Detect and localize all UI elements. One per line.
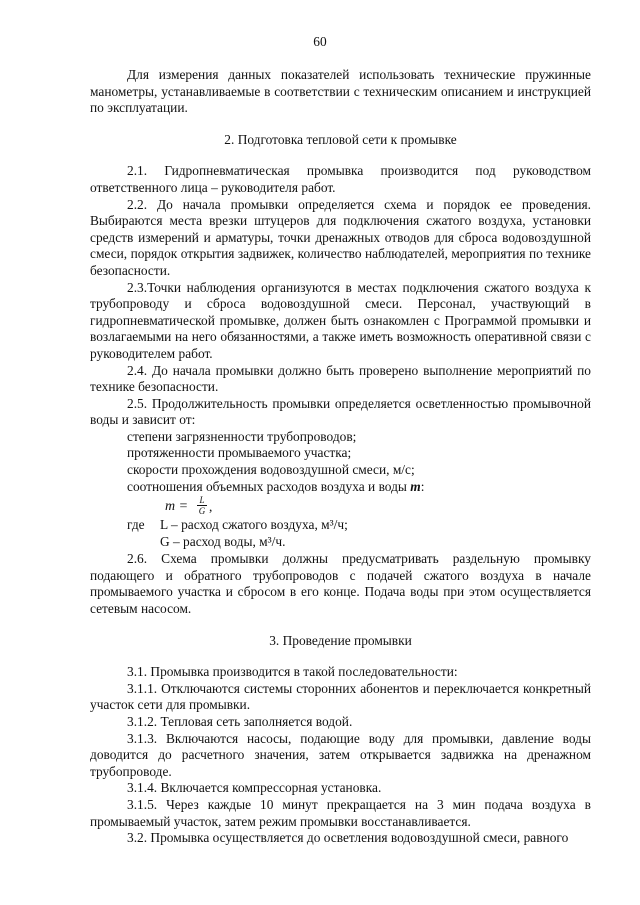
where-L: L – расход сжатого воздуха, м³/ч; (160, 517, 348, 533)
paragraph-3-1-2: 3.1.2. Тепловая сеть заполняется водой. (127, 714, 353, 729)
ratio-variable: m (410, 478, 421, 494)
list-item: протяженности промываемого участка; (127, 445, 352, 461)
where-G-row (90, 534, 591, 551)
list-item: скорости прохождения водовоздушной смеси, м/с; (127, 462, 415, 478)
where-G: G – расход воды, м³/ч. (160, 534, 286, 550)
formula-comma: , (209, 499, 213, 515)
paragraph-2-6: 2.6. Схема промывки должны предусматривать раздельную промывку подающего и обратного трубопроводов с подачей сжатого воздуха в начале промываемого участка и сбросом в его конце. Подача воды при этом осуществляется сетевым насосом. (90, 551, 591, 617)
list-item: степени загрязненности трубопроводов; (127, 428, 357, 444)
ratio-colon: : (420, 478, 425, 494)
paragraph-3-1-5: 3.1.5. Через каждые 10 минут прекращается на 3 мин подача воздуха в промываемый участок, затем режим промывки восстанавливается. (90, 796, 591, 829)
document-body (90, 67, 591, 847)
paragraph-3-1-3: 3.1.3. Включаются насосы, подающие воду для промывки, давление воды доводится до расчетного значения, затем открывается задвижка на дренажном трубопроводе. (90, 730, 591, 779)
paragraph-2-1: 2.1. Гидропневматическая промывка производится под руководством ответственного лица – руководителя работ. (90, 163, 591, 195)
formula-fraction (197, 495, 207, 516)
formula-numerator: L (197, 495, 207, 506)
formula-denominator: G (198, 506, 206, 517)
formula-lhs: m = (165, 499, 189, 515)
intro-paragraph: Для измерения данных показателей использовать технические пружинные манометры, устанавливаемые в соответствии с техническим описанием и инструкцией по эксплуатации. (90, 67, 591, 116)
factor-list (90, 429, 591, 495)
where-label: где (127, 517, 145, 533)
paragraph-3-1-4: 3.1.4. Включается компрессорная установка. (127, 780, 382, 796)
section-2-heading: 2. Подготовка тепловой сети к промывке (224, 131, 457, 147)
where-L-row (90, 517, 591, 534)
list-item-ratio (127, 479, 591, 496)
paragraph-2-2: 2.2. До начала промывки определяется схема и порядок ее проведения. Выбираются места врезки штуцеров для подключения сжатого воздуха, установки средств измерений и арматуры, точки дренажных отводов для сброса водовоздушной смеси, порядок открытия задвижек, количество наблюдателей, мероприятия по технике безопасности. (90, 196, 591, 278)
section-3-heading: 3. Проведение промывки (269, 632, 412, 648)
paragraph-2-3: 2.3.Точки наблюдения организуются в местах подключения сжатого воздуха к трубопроводу и сброса водовоздушной смеси. Персонал, участвующий в гидропневматической промывке, должен быть ознакомлен с Программой промывки и возлагаемыми на него обязанностями, а также иметь возможность оперативной связи с руководителем работ. (90, 279, 591, 361)
paragraph-2-4: 2.4. До начала промывки должно быть проверено выполнение мероприятий по технике безопасности. (90, 362, 591, 395)
formula (90, 495, 591, 517)
paragraph-3-2: 3.2. Промывка осуществляется до осветления водовоздушной смеси, равного (127, 830, 569, 846)
paragraph-2-5: 2.5. Продолжительность промывки определяется осветленностью промывочной воды и зависит от: (90, 395, 591, 428)
paragraph-3-1-1: 3.1.1. Отключаются системы сторонних абонентов и переключается конкретный участок сети для промывки. (90, 680, 591, 713)
ratio-text: соотношения объемных расходов воздуха и воды (127, 478, 411, 494)
paragraph-3-1: 3.1. Промывка производится в такой последовательности: (127, 664, 458, 680)
page-number: 60 (313, 34, 327, 49)
